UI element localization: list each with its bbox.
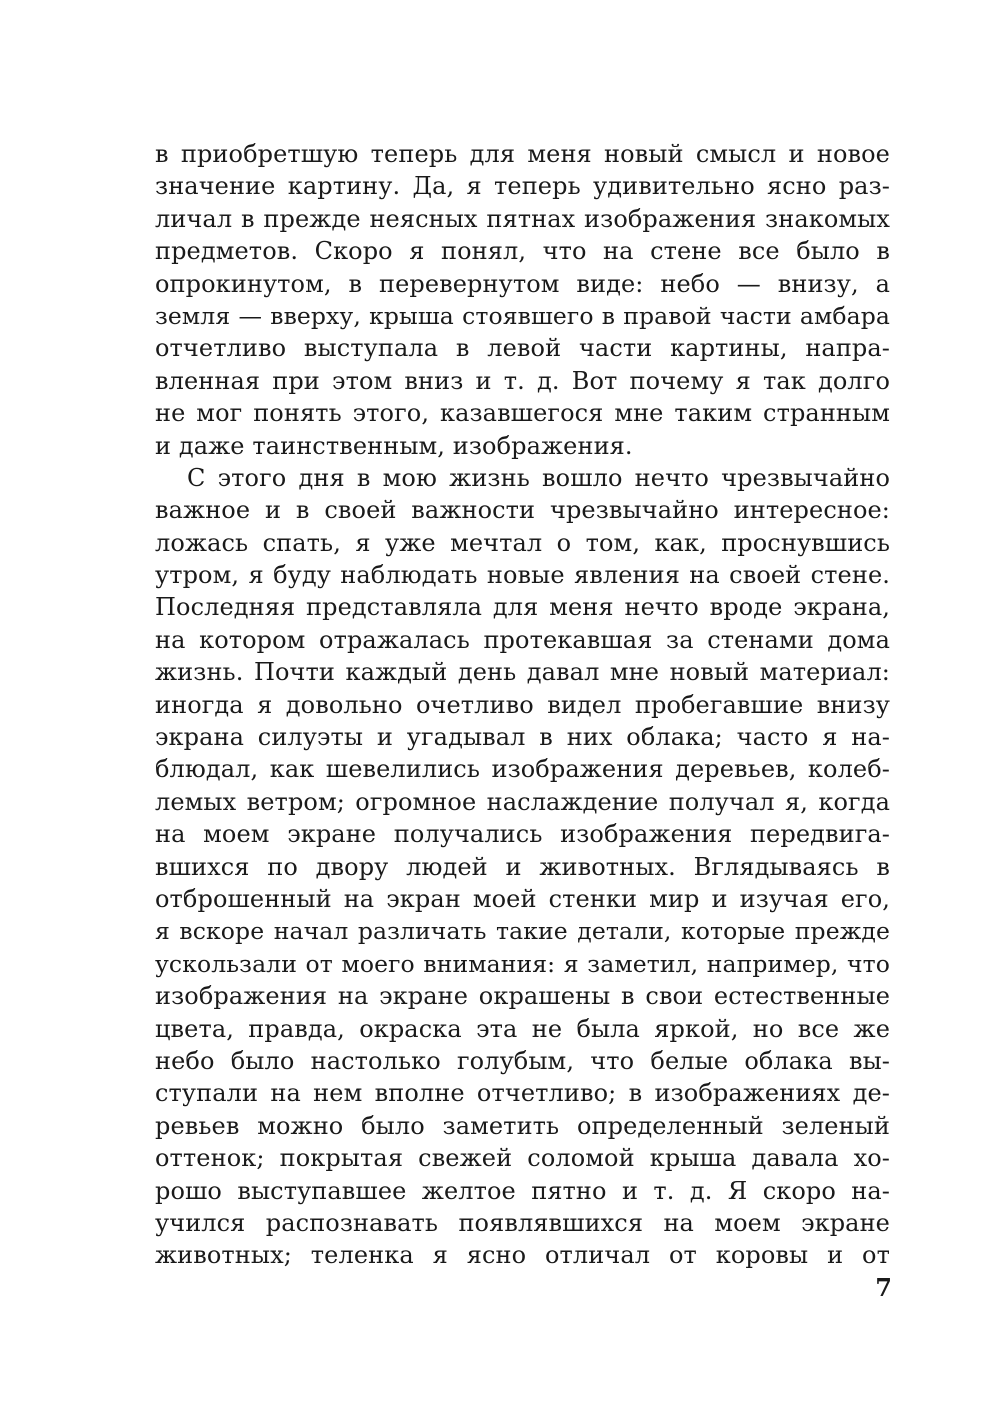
text-line: и даже таинственным, изображения.: [155, 431, 633, 460]
text-line: вленная при этом вниз и т. д. Вот почему я так долго: [155, 366, 890, 395]
text-line: рошо выступавшее желтое пятно и т. д. Я скоро на-: [155, 1176, 890, 1205]
text-line: личал в прежде неясных пятнах изображения знакомых: [155, 204, 890, 233]
text-line: ступали на нем вполне отчетливо; в изображениях де-: [155, 1079, 890, 1108]
text-line: я вскоре начал различать такие детали, которые прежде: [155, 917, 890, 946]
text-line: Последняя представляла для меня нечто вроде экрана,: [155, 593, 890, 622]
text-line: значение картину. Да, я теперь удивительно ясно раз-: [155, 172, 890, 201]
text-line: иногда я довольно очетливо видел пробегавшие внизу: [155, 690, 890, 719]
text-line: важное и в своей важности чрезвычайно интересное:: [155, 496, 890, 525]
text-line: вшихся по двору людей и животных. Вглядываясь в: [155, 852, 890, 881]
text-line: предметов. Скоро я понял, что на стене все было в: [155, 237, 890, 266]
text-line: на моем экране получались изображения передвига-: [155, 820, 890, 849]
text-line: ложась спать, я уже мечтал о том, как, проснувшись: [155, 528, 890, 557]
text-line: ревьев можно было заметить определенный зеленый: [155, 1111, 890, 1140]
text-line: животных; теленка я ясно отличал от коровы и от: [155, 1241, 890, 1270]
page-number: 7: [875, 1273, 892, 1302]
text-line: опрокинутом, в перевернутом виде: небо — внизу, а: [155, 269, 890, 298]
text-line: не мог понять этого, казавшегося мне таким странным: [155, 399, 890, 428]
text-line: жизнь. Почти каждый день давал мне новый материал:: [155, 658, 890, 687]
text-line: изображения на экране окрашены в свои естественные: [155, 982, 890, 1011]
text-line: цвета, правда, окраска эта не была яркой, но все же: [155, 1014, 890, 1043]
text-line: ускользали от моего внимания: я заметил, например, что: [155, 949, 890, 978]
text-line: С этого дня в мою жизнь вошло нечто чрезвычайно: [187, 463, 890, 492]
text-line: земля — вверху, крыша стоявшего в правой части амбара: [155, 301, 890, 330]
text-line: экрана силуэты и угадывал в них облака; часто я на-: [155, 723, 890, 752]
text-line: лемых ветром; огромное наслаждение получал я, когда: [155, 787, 890, 816]
text-line: на котором отражалась протекавшая за стенами дома: [155, 625, 890, 654]
text-line: оттенок; покрытая свежей соломой крыша давала хо-: [155, 1144, 890, 1173]
text-line: блюдал, как шевелились изображения деревьев, колеб-: [155, 755, 890, 784]
text-line: отброшенный на экран моей стенки мир и изучая его,: [155, 884, 890, 913]
text-line: небо было настолько голубым, что белые облака вы-: [155, 1046, 890, 1075]
text-line: в приобретшую теперь для меня новый смысл и новое: [155, 140, 890, 168]
body-text: [155, 138, 890, 1272]
text-line: отчетливо выступала в левой части картины, напра-: [155, 334, 890, 363]
text-line: учился распознавать появлявшихся на моем экране: [155, 1208, 890, 1237]
text-line: утром, я буду наблюдать новые явления на своей стене.: [155, 561, 890, 590]
